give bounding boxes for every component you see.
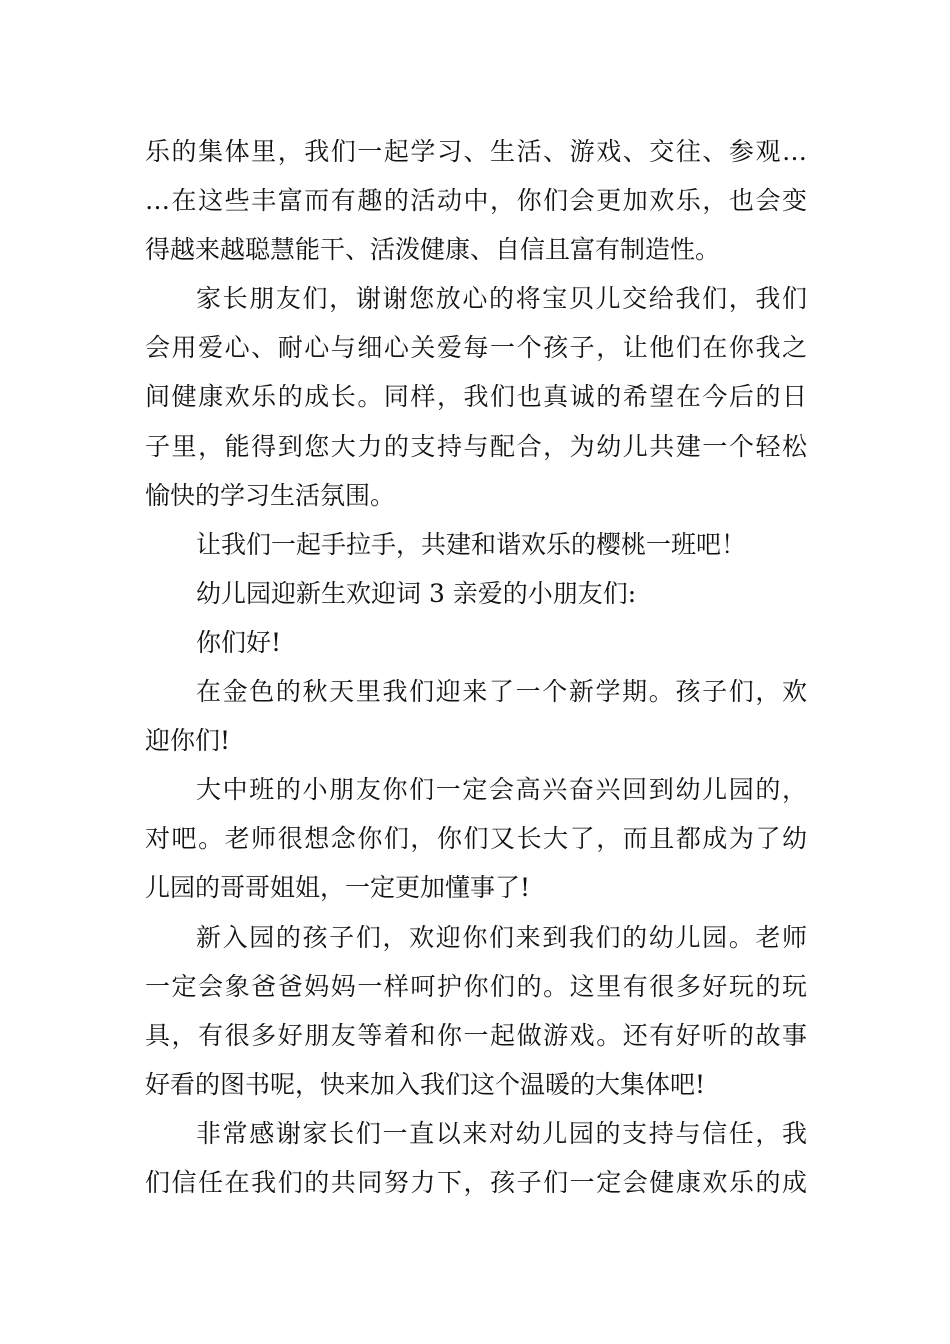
text-line: 具，有很多好朋友等着和你一起做游戏。还有好听的故事 [145,1020,807,1050]
text-line: 一定会象爸爸妈妈一样呵护你们的。这里有很多好玩的玩 [145,971,807,1001]
text-line: …在这些丰富而有趣的活动中，你们会更加欢乐，也会变 [145,186,807,216]
paragraph-first-line: 非常感谢家长们一直以来对幼儿园的支持与信任，我 [196,1118,807,1148]
text-line: 对吧。老师很想念你们，你们又长大了，而且都成为了幼 [145,824,807,854]
text-line: 乐的集体里，我们一起学习、生活、游戏、交往、参观… [145,137,807,166]
document-body [145,127,807,1207]
paragraph-first-line: 大中班的小朋友你们一定会高兴奋兴回到幼儿园的， [196,775,807,805]
text-line: 间健康欢乐的成长。同样，我们也真诚的希望在今后的日 [145,382,807,412]
paragraph-first-line: 在金色的秋天里我们迎来了一个新学期。孩子们，欢 [196,677,807,707]
paragraph-first-line: 家长朋友们，谢谢您放心的将宝贝儿交给我们，我们 [196,284,807,314]
text-line: 愉快的学习生活氛围。 [145,480,396,510]
paragraph-first-line: 让我们一起手拉手，共建和谐欢乐的樱桃一班吧！ [196,529,747,559]
text-line: 好看的图书呢，快来加入我们这个温暖的大集体吧! [145,1069,706,1099]
section-heading-line: 幼儿园迎新生欢迎词 3 亲爱的小朋友们: [196,578,637,608]
text-line: 们信任在我们的共同努力下，孩子们一定会健康欢乐的成 [145,1167,807,1197]
paragraph-first-line: 新入园的孩子们，欢迎你们来到我们的幼儿园。老师 [196,922,807,952]
text-line: 会用爱心、耐心与细心关爱每一个孩子，让他们在你我之 [145,333,807,363]
text-line: 儿园的哥哥姐姐，一定更加懂事了! [145,873,531,903]
text-line: 迎你们! [145,726,231,756]
greeting-line: 你们好! [196,627,282,657]
text-line: 得越来越聪慧能干、活泼健康、自信且富有制造性。 [145,235,721,265]
text-line: 子里，能得到您大力的支持与配合，为幼儿共建一个轻松 [145,431,807,461]
